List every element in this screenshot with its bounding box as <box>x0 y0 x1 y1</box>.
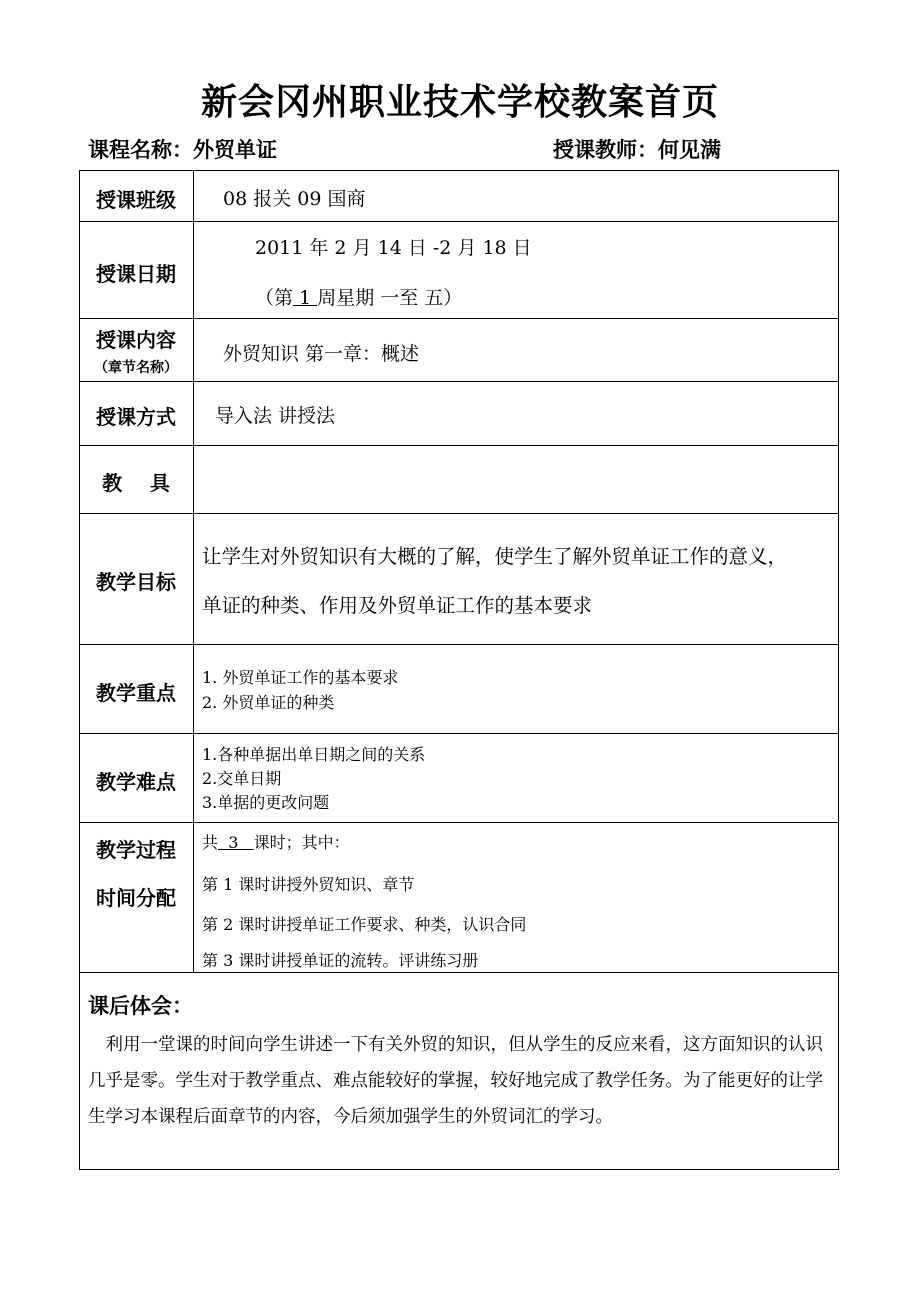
total-prefix: 共 <box>202 833 219 852</box>
reflection-label: 课后体会： <box>88 994 193 1018</box>
total-hours-value: 3 <box>218 833 254 852</box>
week-prefix: （第 <box>255 287 294 309</box>
row-divider <box>79 318 839 319</box>
goal-line-1: 让学生对外贸知识有大概的了解，使学生了解外贸单证工作的意义， <box>202 545 788 568</box>
date-label: 授课日期 <box>96 262 176 286</box>
key-item: 2. 外贸单证的种类 <box>202 693 335 712</box>
class-value: 08 报关 09 国商 <box>223 188 366 210</box>
course-name <box>88 134 277 164</box>
difficult-item: 2.交单日期 <box>202 769 282 788</box>
row-divider <box>79 381 839 382</box>
content-sublabel: （章节名称） <box>94 360 178 376</box>
course-value: 外贸单证 <box>193 138 277 162</box>
row-divider <box>79 733 839 734</box>
row-divider <box>79 513 839 514</box>
process-item: 第 3 课时讲授单证的流转。评讲练习册 <box>202 951 479 970</box>
total-suffix: 课时；其中： <box>253 833 350 852</box>
row-divider <box>79 644 839 645</box>
key-label: 教学重点 <box>96 681 176 705</box>
time-allocation-label: 时间分配 <box>96 886 176 910</box>
column-divider <box>193 170 194 972</box>
week-suffix: 周星期 一至 五） <box>317 287 463 309</box>
course-label: 课程名称： <box>88 138 193 162</box>
difficult-item: 1.各种单据出单日期之间的关系 <box>202 745 426 764</box>
difficult-item: 3.单据的更改问题 <box>202 793 330 812</box>
teacher-label: 授课教师： <box>553 138 658 162</box>
teacher-value: 何见满 <box>658 138 721 162</box>
process-label: 教学过程 <box>96 838 176 862</box>
content-label: 授课内容 <box>96 328 176 352</box>
page-title: 新会冈州职业技术学校教案首页 <box>200 82 719 123</box>
week-number: 1 <box>293 287 318 309</box>
date-range: 2011 年 2 月 14 日 -2 月 18 日 <box>255 237 532 259</box>
total-hours <box>202 830 350 853</box>
content-value: 外贸知识 第一章：概述 <box>223 343 420 365</box>
method-value: 导入法 讲授法 <box>215 405 336 427</box>
row-divider <box>79 221 839 222</box>
row-divider <box>79 972 839 973</box>
goal-label: 教学目标 <box>96 570 176 594</box>
process-item: 第 2 课时讲授单证工作要求、种类，认识合同 <box>202 915 527 934</box>
class-label: 授课班级 <box>96 188 176 212</box>
row-divider <box>79 445 839 446</box>
tools-label: 教 具 <box>102 471 170 495</box>
key-item: 1. 外贸单证工作的基本要求 <box>202 668 399 687</box>
difficult-label: 教学难点 <box>96 770 176 794</box>
row-divider <box>79 822 839 823</box>
week-info <box>255 283 462 310</box>
method-label: 授课方式 <box>96 405 176 429</box>
process-item: 第 1 课时讲授外贸知识、章节 <box>202 875 415 894</box>
teacher-name <box>553 134 721 164</box>
reflection-text: 利用一堂课的时间向学生讲述一下有关外贸的知识，但从学生的反应来看，这方面知识的认识几乎是零。学生对于教学重点、难点能较好的掌握，较好地完成了教学任务。为了能更好的让学生学习本课程后面章节的内容，今后须加强学生的外贸词汇的学习。 <box>88 1035 823 1127</box>
goal-line-2: 单证的种类、作用及外贸单证工作的基本要求 <box>202 594 593 617</box>
